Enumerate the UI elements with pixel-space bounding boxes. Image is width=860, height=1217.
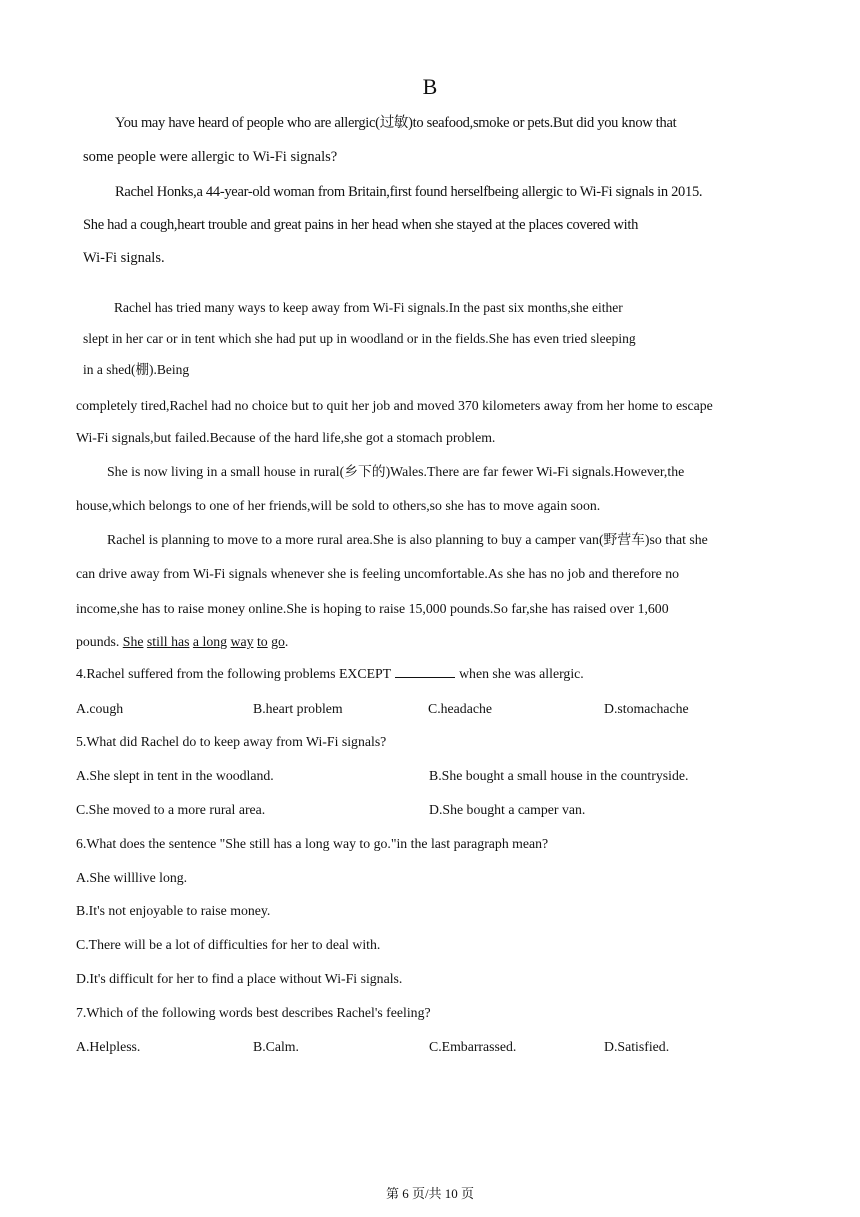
option-b: B.Calm. bbox=[253, 1039, 299, 1054]
option-d: D.stomachache bbox=[604, 701, 689, 716]
option-c: C.Embarrassed. bbox=[429, 1039, 517, 1054]
passage-line: Wi-Fi signals,but failed.Because of the hard life,she got a stomach problem. bbox=[76, 430, 496, 445]
passage-line: in a shed(棚).Being bbox=[83, 362, 190, 377]
underlined-word: a long bbox=[192, 634, 228, 649]
passage-text: pounds. bbox=[76, 634, 120, 649]
passage-line: Wi-Fi signals. bbox=[83, 250, 165, 266]
page-footer: 第 6 页/共 10 页 bbox=[385, 1186, 475, 1201]
option-a: A.She willlive long. bbox=[76, 870, 188, 885]
option-a: A.She slept in tent in the woodland. bbox=[76, 768, 274, 783]
passage-line: Rachel Honks,a 44-year-old woman from Britain,first found herselfbeing allergic to Wi-Fi signals in 2015. bbox=[115, 184, 703, 200]
question-stem bbox=[76, 664, 584, 684]
underlined-word: She bbox=[122, 634, 144, 649]
passage-line: house,which belongs to one of her friends,will be sold to others,so she has to move again soon. bbox=[76, 498, 601, 513]
option-a: A.cough bbox=[76, 701, 124, 716]
option-a: A.Helpless. bbox=[76, 1039, 141, 1054]
option-b: B.heart problem bbox=[253, 701, 343, 716]
passage-line: She had a cough,heart trouble and great pains in her head when she stayed at the places covered with bbox=[83, 217, 639, 233]
question-stem: 5.What did Rachel do to keep away from Wi-Fi signals? bbox=[76, 734, 387, 749]
passage-line: completely tired,Rachel had no choice but to quit her job and moved 370 kilometers away from her home to escape bbox=[76, 398, 713, 413]
underlined-word: go bbox=[271, 634, 285, 649]
question-stem: 6.What does the sentence "She still has a long way to go."in the last paragraph mean? bbox=[76, 836, 549, 851]
option-d: D.She bought a camper van. bbox=[429, 802, 586, 817]
underlined-word: way bbox=[230, 634, 254, 649]
option-c: C.There will be a lot of difficulties for her to deal with. bbox=[76, 937, 381, 952]
passage-line: You may have heard of people who are allergic(过敏)to seafood,smoke or pets.But did you know that bbox=[115, 115, 677, 131]
option-c: C.She moved to a more rural area. bbox=[76, 802, 266, 817]
question-stem: 7.Which of the following words best describes Rachel's feeling? bbox=[76, 1005, 431, 1020]
passage-line: She is now living in a small house in rural(乡下的)Wales.There are far fewer Wi-Fi signals.However,the bbox=[107, 464, 685, 479]
passage-line: Rachel is planning to move to a more rural area.She is also planning to buy a camper van(野营车)so that she bbox=[107, 532, 708, 547]
passage-text: . bbox=[284, 634, 289, 649]
option-b: B.It's not enjoyable to raise money. bbox=[76, 903, 271, 918]
option-d: D.Satisfied. bbox=[604, 1039, 670, 1054]
passage-line: Rachel has tried many ways to keep away from Wi-Fi signals.In the past six months,she either bbox=[114, 300, 623, 315]
passage-line: income,she has to raise money online.She is hoping to raise 15,000 pounds.So far,she has raised over 1,600 bbox=[76, 601, 669, 616]
underlined-word: still has bbox=[146, 634, 190, 649]
option-b: B.She bought a small house in the countryside. bbox=[429, 768, 689, 783]
passage-line: slept in her car or in tent which she had put up in woodland or in the fields.She has even tried sleeping bbox=[83, 331, 636, 346]
passage-line: some people were allergic to Wi-Fi signals? bbox=[83, 149, 338, 165]
passage-line bbox=[76, 632, 288, 652]
answer-blank bbox=[395, 665, 455, 678]
section-title: B bbox=[422, 74, 438, 99]
underlined-word: to bbox=[256, 634, 268, 649]
option-d: D.It's difficult for her to find a place without Wi-Fi signals. bbox=[76, 971, 403, 986]
question-text: 4.Rachel suffered from the following problems EXCEPT bbox=[76, 666, 392, 681]
passage-line: can drive away from Wi-Fi signals whenever she is feeling uncomfortable.As she has no job and therefore no bbox=[76, 566, 680, 581]
option-c: C.headache bbox=[428, 701, 492, 716]
question-text: when she was allergic. bbox=[459, 666, 584, 681]
